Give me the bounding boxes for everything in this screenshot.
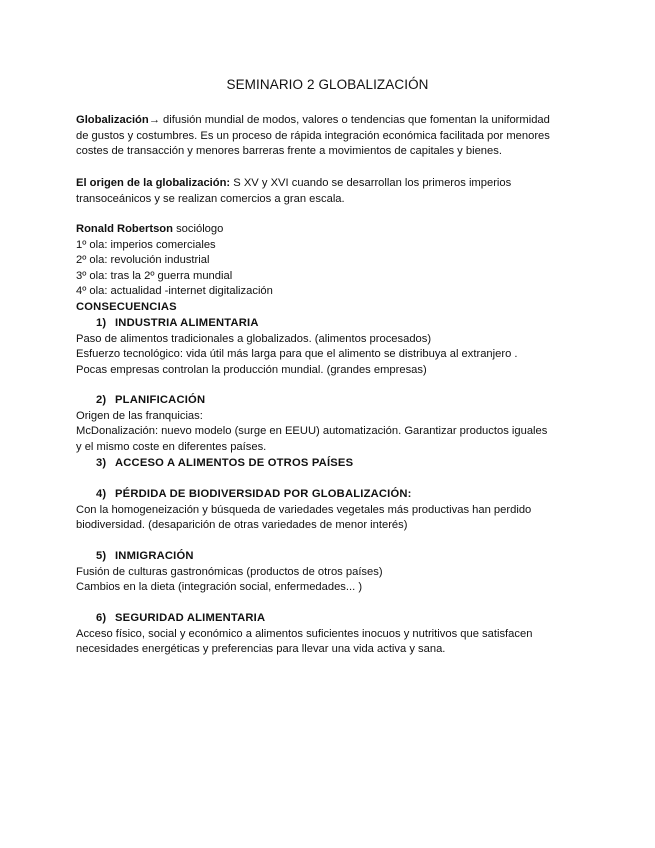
section-2 xyxy=(76,393,581,455)
origen-line-1 xyxy=(76,176,581,192)
section-heading xyxy=(76,611,581,627)
section-heading xyxy=(76,487,581,503)
section-title: ACCESO A ALIMENTOS DE OTROS PAÍSES xyxy=(115,457,354,469)
section-line: Pocas empresas controlan la producción mundial. (grandes empresas) xyxy=(76,363,427,376)
section-number: 1) xyxy=(96,317,107,329)
globalizacion-term: Globalización xyxy=(76,114,149,126)
section-title: INMIGRACIÓN xyxy=(115,550,194,562)
section-line: biodiversidad. (desaparición de otras variedades de menor interés) xyxy=(76,519,408,532)
section-number: 3) xyxy=(96,457,107,469)
section-number: 2) xyxy=(96,394,107,406)
globalizacion-line-1 xyxy=(76,113,581,129)
section-heading xyxy=(76,316,581,332)
section-heading xyxy=(76,549,581,565)
section-line: Fusión de culturas gastronómicas (productos de otros países) xyxy=(76,565,383,578)
section-3 xyxy=(76,456,581,472)
ola-item: 1º ola: imperios comerciales xyxy=(76,238,216,251)
section-heading xyxy=(76,393,581,409)
robertson-paragraph xyxy=(76,222,581,316)
globalizacion-line-3: costes de transacción y menores barreras frente a movimientos de capitales y bienes. xyxy=(76,145,502,158)
section-title: PLANIFICACIÓN xyxy=(115,394,206,406)
origen-text-1: S XV y XVI cuando se desarrollan los primeros imperios xyxy=(230,177,512,189)
section-1 xyxy=(76,316,581,378)
section-line: Acceso físico, social y económico a alimentos suficientes inocuos y nutritivos que satisfacen xyxy=(76,627,533,640)
section-line: Cambios en la dieta (integración social, enfermedades... ) xyxy=(76,581,363,594)
section-4 xyxy=(76,487,581,534)
section-line: McDonalización: nuevo modelo (surge en EEUU) automatización. Garantizar productos iguales xyxy=(76,425,548,438)
ola-item: 2º ola: revolución industrial xyxy=(76,254,210,267)
globalizacion-line-2: de gustos y costumbres. Es un proceso de rápida integración económica facilitada por menores xyxy=(76,129,550,142)
arrow-symbol: → xyxy=(148,114,160,126)
document-title: SEMINARIO 2 GLOBALIZACIÓN xyxy=(226,77,429,92)
section-line: y el mismo coste en diferentes países. xyxy=(76,440,267,453)
section-line: Origen de las franquicias: xyxy=(76,409,203,422)
section-line: Esfuerzo tecnológico: vida útil más larga para que el alimento se distribuya al extranjero . xyxy=(76,348,518,361)
consecuencias-heading: CONSECUENCIAS xyxy=(76,300,177,313)
section-line: Con la homogeneización y búsqueda de variedades vegetales más productivas han perdido xyxy=(76,503,532,516)
section-number: 4) xyxy=(96,488,107,500)
origen-paragraph xyxy=(76,176,581,207)
section-6 xyxy=(76,611,581,658)
section-heading xyxy=(76,456,581,472)
globalizacion-text-1: difusión mundial de modos, valores o tendencias que fomentan la uniformidad xyxy=(159,114,550,126)
section-title: PÉRDIDA DE BIODIVERSIDAD POR GLOBALIZACIÓN: xyxy=(115,488,412,500)
section-title: INDUSTRIA ALIMENTARIA xyxy=(115,317,259,329)
globalizacion-paragraph xyxy=(76,113,581,160)
robertson-line xyxy=(76,222,581,238)
ola-item: 4º ola: actualidad -internet digitalización xyxy=(76,285,273,298)
section-line: necesidades energéticas y preferencias para llevar una vida activa y sana. xyxy=(76,643,446,656)
robertson-role: sociólogo xyxy=(172,223,224,235)
section-line: Paso de alimentos tradicionales a globalizados. (alimentos procesados) xyxy=(76,332,432,345)
ola-item: 3º ola: tras la 2º guerra mundial xyxy=(76,269,233,282)
section-number: 6) xyxy=(96,612,107,624)
origen-term: El origen de la globalización: xyxy=(76,177,231,189)
section-5 xyxy=(76,549,581,596)
origen-line-2: transoceánicos y se realizan comercios a gran escala. xyxy=(76,192,345,205)
robertson-name: Ronald Robertson xyxy=(76,223,173,235)
section-title: SEGURIDAD ALIMENTARIA xyxy=(115,612,266,624)
section-number: 5) xyxy=(96,550,107,562)
